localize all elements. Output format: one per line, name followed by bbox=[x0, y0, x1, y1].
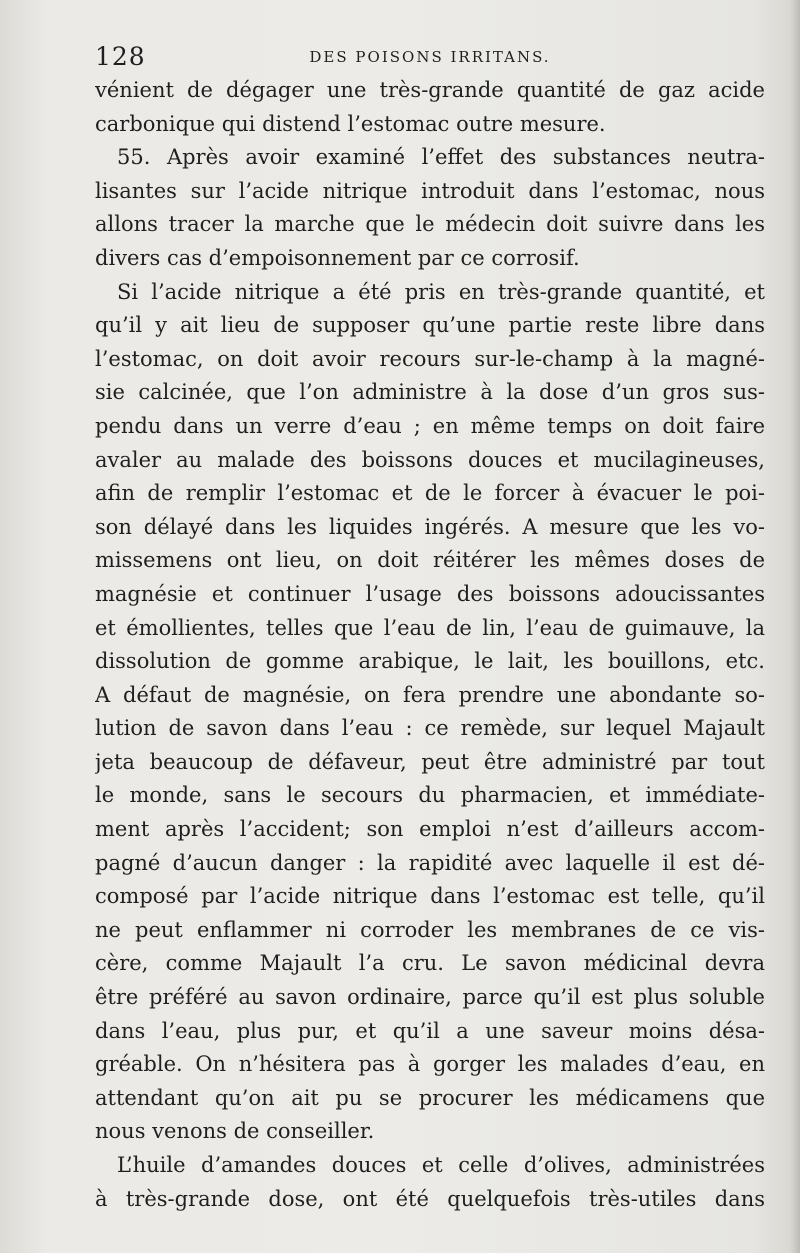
text-line: L’huile d’amandes douces et celle d’olives, administrées bbox=[117, 1153, 765, 1177]
text-line: son délayé dans les liquides ingérés. A mesure que les vo- bbox=[95, 514, 765, 539]
text-line: et émollientes, telles que l’eau de lin, l’eau de guimauve, la bbox=[95, 615, 765, 640]
text-line: être préféré au savon ordinaire, parce qu’il est plus soluble bbox=[95, 985, 765, 1010]
text-line: dissolution de gomme arabique, le lait, les bouillons, etc. bbox=[95, 649, 765, 674]
text-line: pagné d’aucun danger : la rapidité avec laquelle il est dé- bbox=[95, 850, 765, 875]
running-head: DES POISONS IRRITANS. bbox=[309, 48, 551, 66]
text-line: magnésie et continuer l’usage des boissons adoucissantes bbox=[95, 581, 765, 606]
text-line: composé par l’acide nitrique dans l’estomac est telle, qu’il bbox=[95, 884, 765, 909]
text-line: allons tracer la marche que le médecin doit suivre dans les bbox=[95, 212, 765, 237]
text-line: sie calcinée, que l’on administre à la dose d’un gros sus- bbox=[95, 380, 765, 405]
page-header bbox=[95, 34, 765, 74]
text-line: le monde, sans le secours du pharmacien, et immédiate- bbox=[95, 783, 765, 808]
text-line: ne peut enflammer ni corroder les membranes de ce vis- bbox=[95, 917, 765, 942]
text-line: dans l’eau, plus pur, et qu’il a une saveur moins désa- bbox=[95, 1018, 765, 1043]
text-line: à très-grande dose, ont été quelquefois très-utiles dans bbox=[95, 1186, 765, 1211]
text-line: ment après l’accident; son emploi n’est d’ailleurs accom- bbox=[95, 817, 765, 842]
text-line: vénient de dégager une très-grande quantité de gaz acide bbox=[95, 78, 765, 102]
text-line: lisantes sur l’acide nitrique introduit dans l’estomac, nous bbox=[95, 178, 765, 203]
body-text bbox=[95, 74, 765, 1216]
text-line: gréable. On n’hésitera pas à gorger les malades d’eau, en bbox=[95, 1052, 765, 1077]
text-line: avaler au malade des boissons douces et mucilagineuses, bbox=[95, 447, 765, 472]
text-line: qu’il y ait lieu de supposer qu’une partie reste libre dans bbox=[95, 313, 765, 338]
text-line: 55. Après avoir examiné l’effet des substances neutra- bbox=[117, 145, 765, 170]
text-line: missemens ont lieu, on doit réitérer les mêmes doses de bbox=[95, 548, 765, 573]
text-line: l’estomac, on doit avoir recours sur-le-champ à la magné- bbox=[95, 346, 765, 371]
text-line: pendu dans un verre d’eau ; en même temps on doit faire bbox=[95, 413, 765, 438]
text-line: afin de remplir l’estomac et de le forcer à évacuer le poi- bbox=[95, 481, 765, 506]
page-number: 128 bbox=[95, 42, 146, 71]
text-line: attendant qu’on ait pu se procurer les médicamens que bbox=[95, 1085, 765, 1110]
text-line: carbonique qui distend l’estomac outre mesure. bbox=[95, 111, 606, 136]
text-line: A défaut de magnésie, on fera prendre une abondante so- bbox=[95, 682, 765, 707]
text-line: jeta beaucoup de défaveur, peut être administré par tout bbox=[95, 749, 765, 774]
text-line: Si l’acide nitrique a été pris en très-grande quantité, et bbox=[117, 279, 765, 304]
text-line: lution de savon dans l’eau : ce remède, sur lequel Majault bbox=[95, 716, 765, 741]
text-line: nous venons de conseiller. bbox=[95, 1119, 375, 1144]
text-line: cère, comme Majault l’a cru. Le savon médicinal devra bbox=[95, 951, 765, 976]
text-line: divers cas d’empoisonnement par ce corrosif. bbox=[95, 245, 580, 270]
page-spine-shadow bbox=[790, 0, 800, 1253]
